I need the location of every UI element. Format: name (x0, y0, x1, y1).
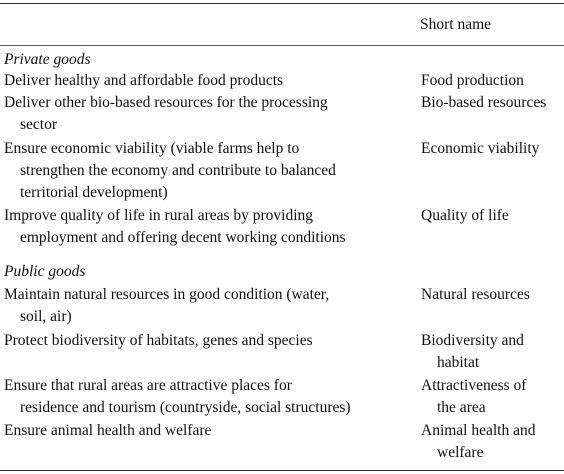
short-name-line: Food production (421, 72, 524, 89)
row-short-name (421, 138, 564, 160)
row-description (4, 330, 408, 352)
section-title-private-goods: Private goods (4, 51, 91, 68)
short-name-line: Attractiveness of (421, 377, 527, 394)
description-line: employment and offering decent working conditions (20, 229, 346, 246)
description-line: territorial development) (20, 184, 168, 201)
description-line: Ensure that rural areas are attractive places for (4, 377, 292, 394)
description-line: Protect biodiversity of habitats, genes and species (4, 332, 313, 349)
row-short-name (421, 70, 564, 92)
description-line: Deliver healthy and affordable food products (4, 72, 284, 89)
row-description (4, 205, 408, 249)
row-description (4, 375, 408, 419)
short-name-line: Animal health and (421, 422, 536, 439)
short-name-line: Biodiversity and (421, 332, 524, 349)
row-short-name (421, 284, 564, 306)
row-short-name (421, 420, 564, 464)
section-title-public-goods: Public goods (4, 263, 86, 280)
description-line: Deliver other bio-based resources for the processing (4, 94, 328, 111)
row-description (4, 420, 408, 442)
description-line: Ensure animal health and welfare (4, 422, 212, 439)
short-name-line: Quality of life (421, 207, 509, 224)
row-description (4, 70, 408, 92)
table-header-rule (0, 45, 564, 46)
description-line: Improve quality of life in rural areas by providing (4, 207, 314, 224)
short-name-line: the area (437, 399, 486, 416)
row-short-name (421, 375, 564, 419)
row-short-name (421, 92, 564, 114)
short-name-line: habitat (437, 354, 480, 371)
table-top-rule (0, 3, 564, 4)
short-name-line: welfare (437, 444, 484, 461)
row-short-name (421, 205, 564, 227)
column-header-short-name: Short name (420, 16, 492, 33)
description-line: Maintain natural resources in good condition (water, (4, 286, 330, 303)
short-name-line: Economic viability (421, 140, 540, 157)
row-short-name (421, 330, 564, 374)
description-line: strengthen the economy and contribute to balanced (20, 162, 336, 179)
row-description (4, 284, 408, 328)
table-bottom-rule (0, 470, 564, 471)
row-description (4, 138, 408, 204)
description-line: sector (20, 116, 58, 133)
short-name-line: Natural resources (421, 286, 530, 303)
description-line: soil, air) (20, 308, 72, 325)
description-line: residence and tourism (countryside, social structures) (20, 399, 351, 416)
description-line: Ensure economic viability (viable farms help to (4, 140, 300, 157)
row-description (4, 92, 408, 136)
short-name-line: Bio-based resources (421, 94, 547, 111)
